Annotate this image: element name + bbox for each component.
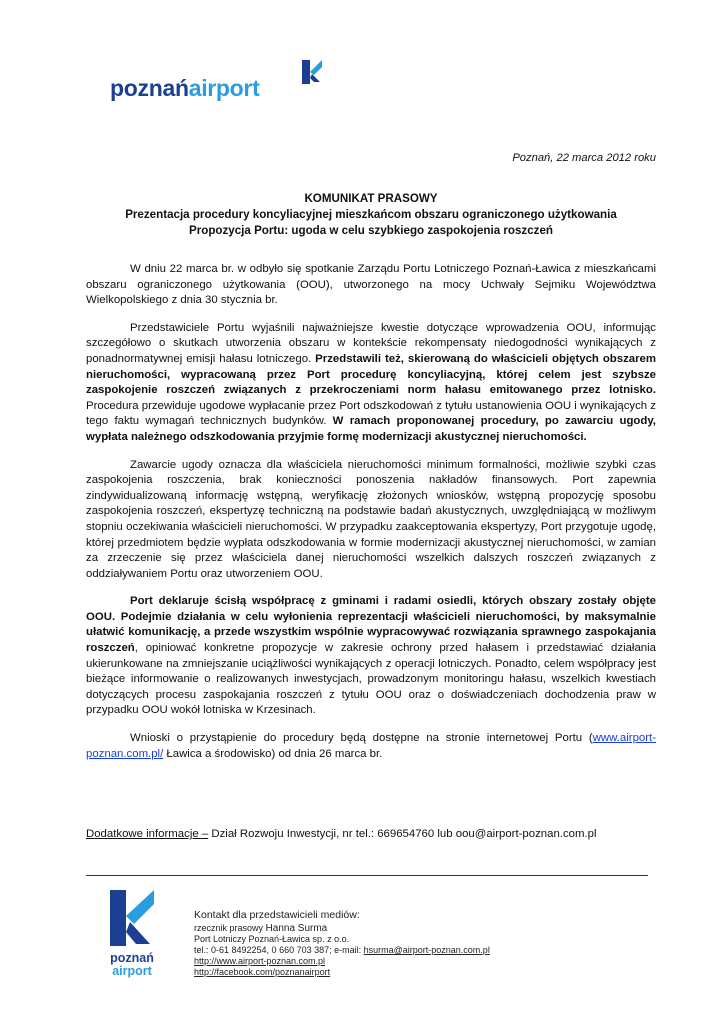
press-body: [86, 262, 656, 774]
phone-email: tel.: 0-61 8492254, 0 660 703 387; e-mail: hsurma@airport-poznan.com.pl: [194, 945, 490, 955]
press-subtitle: Propozycja Portu: ugoda w celu szybkiego zaspokojenia roszczeń: [189, 224, 553, 237]
company-name: Port Lotniczy Poznań-Ławica sp. z o.o.: [194, 934, 350, 944]
footer-logo: [96, 886, 168, 982]
company-website-link[interactable]: http://www.airport-poznan.com.pl: [194, 956, 326, 966]
press-label: KOMUNIKAT PRASOWY: [304, 192, 438, 205]
press-title: Prezentacja procedury koncyliacyjnej mieszkańcom obszaru ograniczonego użytkowania: [125, 208, 617, 221]
footer-logo-wordmark: poznań airport: [110, 951, 154, 978]
spokesperson: rzecznik prasowy Hanna Surma: [194, 923, 328, 934]
additional-info: Dodatkowe informacje – Dział Rozwoju Inwestycji, nr tel.: 669654760 lub oou@airport-poznan.com.pl: [86, 828, 597, 840]
email-link[interactable]: hsurma@airport-poznan.com.pl: [363, 945, 490, 955]
paragraph-meeting: W dniu 22 marca br. w odbyło się spotkanie Zarządu Portu Lotniczego Poznań-Ławica z mieszkańcami obszaru ograniczonego użytkowania (OOU), utworzonego na mocy Uchwały Sejmiku Województwa Wielkopolskiego z dnia 30 stycznia br.: [86, 263, 656, 307]
paragraph-procedure: Przedstawiciele Portu wyjaśnili najważniejsze kwestie dotyczące wprowadzenia OOU, informując szczegółowo o skutkach utworzenia obszaru w kontekście rekompensaty niedogodności wynikających z ponadnormatywnej emisji hałasu lotniczego. Przedstawili też, skierowaną do właścicieli objętych obszarem nieruchomości, wypracowaną przez Port procedurę koncyliacyjną, której celem jest szybsze zaspokojenie roszczeń związanych z przekroczeniami norm hałasu emitowanego przez lotnisko. Procedura przewiduje ugodowe wypłacanie przez Port odszkodowań z tytułu ustanowienia OOU i wynikających z tego faktu wymagań technicznych budynków. W ramach proponowanej procedury, po zawarciu ugody, wypłata należnego odszkodowania przyjmie formę modernizacji akustycznej nieruchomości.: [86, 321, 656, 443]
facebook-link[interactable]: http://facebook.com/poznanairport: [194, 967, 331, 977]
media-contact: [194, 910, 490, 978]
media-contact-title: Kontakt dla przedstawicieli mediów:: [194, 909, 360, 921]
footer-divider: [86, 875, 648, 876]
footer-logo-arrow-icon: [96, 886, 168, 950]
paragraph-settlement: Zawarcie ugody oznacza dla właściciela nieruchomości minimum formalności, możliwie szybki czas zaspokojenia roszczenia, brak konieczności ponoszenia nakładów finansowych. Port zapewnia zindywidualizowaną informację wstępną, weryfikację złożonych wniosków, wstępną propozycję sposobu zaspokojenia roszczeń, ekspertyzę techniczną na podstawie badań akustycznych, uwzględniającą w możliwym stopniu oczekiwania właścicieli nieruchomości. W przypadku zaakceptowania ekspertyzy, Port przygotuje ugodę, której przedmiotem będzie wypłata odszkodowania w formie modernizacji akustycznej nieruchomości, w zamian za zrzeczenie się przez właściciela danej nieruchomości wszelkich dalszych roszczeń związanych z oddziaływaniem Portu oraz utworzeniem OOU.: [86, 458, 656, 580]
additional-info-label: Dodatkowe informacje –: [86, 828, 209, 840]
press-date: Poznań, 22 marca 2012 roku: [512, 152, 656, 164]
paragraph-cooperation: Port deklaruje ścisłą współpracę z gminami i radami osiedli, których obszary zostały objęte OOU. Podejmie działania w celu wyłonienia reprezentacji właścicieli nieruchomości, by maksymalnie ułatwić komunikację, a przede wszystkim wspólnie wypracowywać rozwiązania sprawnego zaspokajania roszczeń, opiniować konkretne propozycje w zakresie ochrony przed hałasem i przedstawiać działania ukierunkowane na zmniejszanie uciążliwości wynikających z operacji lotniczych. Ponadto, celem współpracy jest bieżące informowanie o realizowanych inwestycjach, prowadzonym monitoringu hałasu, wszelkich kwestiach dotyczących procesu zaspokajania roszczeń z tytułu OOU oraz o doświadczeniach dochodzenia praw w przypadku OOU wokół lotniska w Krzesinach.: [86, 595, 656, 717]
logo-wordmark: poznańairport: [110, 75, 260, 101]
logo-arrow-icon: [300, 58, 324, 88]
airport-logo: [110, 58, 325, 102]
paragraph-applications: Wnioski o przystąpienie do procedury będą dostępne na stronie internetowej Portu (www.airport-poznan.com.pl/ Ławica a środowisko) od dnia 26 marca br.: [86, 732, 656, 760]
press-header: [86, 191, 656, 239]
website-link[interactable]: www.airport-poznan.com.pl/: [86, 732, 656, 760]
